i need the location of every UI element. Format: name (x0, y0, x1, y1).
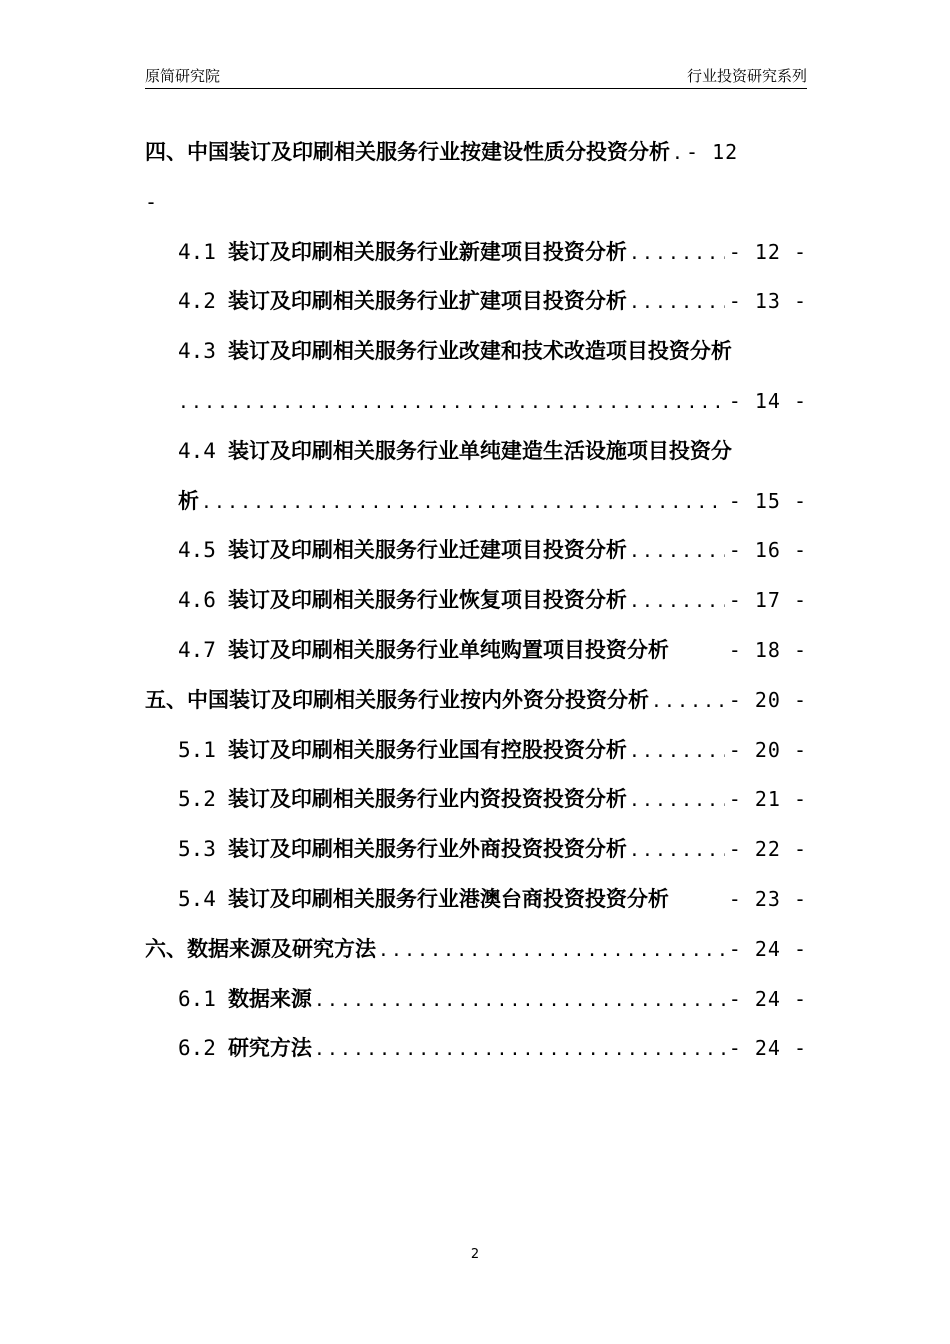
toc-entry-4-2[interactable] (145, 277, 807, 327)
table-of-contents (145, 128, 807, 1074)
toc-leader-dots (629, 278, 725, 328)
toc-entry-4-3-wrap (145, 377, 807, 427)
toc-entry-number: 4.3 (178, 339, 216, 364)
toc-entry-4-1[interactable] (145, 228, 807, 278)
toc-entry-4[interactable] (145, 128, 807, 178)
toc-entry-number: 4.5 (178, 538, 216, 563)
toc-entry-title: 装订及印刷相关服务行业单纯建造生活设施项目投资分 (227, 438, 732, 463)
toc-entry-title: 装订及印刷相关服务行业迁建项目投资分析 (227, 538, 627, 563)
toc-entry-title: 装订及印刷相关服务行业新建项目投资分析 (227, 239, 627, 264)
toc-leader-dots (629, 826, 725, 876)
toc-leader-dots (629, 776, 725, 826)
toc-entry-page: - 24 - (728, 986, 807, 1011)
toc-leader-dots (178, 378, 725, 428)
toc-entry-number: 5.1 (178, 737, 216, 762)
toc-entry-page: - 14 - (728, 388, 807, 413)
toc-entry-4-6[interactable] (145, 576, 807, 626)
toc-entry-5-2[interactable] (145, 775, 807, 825)
toc-entry-6-1[interactable] (145, 975, 807, 1025)
toc-entry-title: 装订及印刷相关服务行业外商投资投资分析 (227, 837, 627, 862)
toc-entry-4-5[interactable] (145, 526, 807, 576)
toc-entry-title: 四、中国装订及印刷相关服务行业按建设性质分投资分析 (145, 140, 670, 164)
toc-entry-page: - 16 - (728, 538, 807, 563)
toc-entry-4-wrap (145, 178, 807, 228)
toc-entry-number: 4.4 (178, 438, 216, 463)
toc-leader-dots (629, 727, 725, 777)
toc-entry-page: - 24 - (728, 1036, 807, 1061)
page-number: 2 (470, 1247, 480, 1262)
toc-leader-dots (629, 577, 725, 627)
toc-entry-6[interactable] (145, 925, 807, 975)
header-org-name: 原简研究院 (145, 67, 221, 85)
toc-entry-5[interactable] (145, 676, 807, 726)
toc-entry-number: 4.7 (178, 637, 216, 662)
toc-leader-dots (629, 229, 725, 279)
toc-leader-dots (651, 677, 725, 727)
toc-entry-title: 数据来源 (227, 986, 312, 1011)
toc-entry-title: 装订及印刷相关服务行业扩建项目投资分析 (227, 289, 627, 314)
toc-entry-number: 6.1 (178, 986, 216, 1011)
toc-entry-page: - 20 - (728, 737, 807, 762)
page-footer (0, 1247, 950, 1262)
toc-entry-title: 装订及印刷相关服务行业改建和技术改造项目投资分析 (227, 339, 732, 364)
header-series-title: 行业投资研究系列 (686, 67, 807, 85)
toc-entry-page: - 17 - (728, 588, 807, 613)
toc-entry-4-4[interactable] (145, 427, 807, 477)
toc-entry-5-3[interactable] (145, 825, 807, 875)
toc-entry-title: 五、中国装订及印刷相关服务行业按内外资分投资分析 (145, 687, 649, 712)
toc-entry-page: - 12 (686, 140, 739, 164)
toc-entry-4-3[interactable] (145, 327, 807, 377)
toc-entry-4-7[interactable] (145, 626, 807, 676)
toc-entry-number: 5.4 (178, 886, 216, 911)
toc-leader-dots (314, 976, 725, 1026)
toc-leader-dots (629, 527, 725, 577)
toc-entry-page-continuation: - (145, 189, 158, 214)
toc-entry-page: - 18 - (728, 637, 807, 662)
toc-entry-title: 装订及印刷相关服务行业国有控股投资分析 (227, 737, 627, 762)
toc-entry-page: - 21 - (728, 787, 807, 812)
toc-leader-dots (672, 129, 682, 179)
toc-entry-4-4-wrap (145, 477, 807, 527)
toc-entry-5-1[interactable] (145, 726, 807, 776)
toc-entry-title-continuation: 析 (178, 488, 199, 513)
toc-entry-6-2[interactable] (145, 1024, 807, 1074)
toc-entry-page: - 12 - (728, 239, 807, 264)
page-header (145, 66, 807, 89)
toc-entry-title: 研究方法 (227, 1036, 312, 1061)
toc-entry-number: 4.2 (178, 289, 216, 314)
toc-entry-number: 5.2 (178, 787, 216, 812)
toc-entry-page: - 22 - (728, 837, 807, 862)
toc-leader-dots (201, 478, 725, 528)
toc-entry-title: 六、数据来源及研究方法 (145, 936, 376, 961)
toc-entry-number: 4.6 (178, 588, 216, 613)
toc-entry-page: - 23 - (728, 886, 807, 911)
toc-entry-title: 装订及印刷相关服务行业港澳台商投资投资分析 (227, 886, 669, 911)
toc-entry-page: - 24 - (728, 936, 807, 961)
toc-entry-title: 装订及印刷相关服务行业恢复项目投资分析 (227, 588, 627, 613)
toc-leader-dots (378, 926, 725, 976)
toc-entry-number: 5.3 (178, 837, 216, 862)
toc-entry-page: - 15 - (728, 488, 807, 513)
toc-entry-5-4[interactable] (145, 875, 807, 925)
toc-entry-page: - 20 - (728, 687, 807, 712)
toc-entry-page: - 13 - (728, 289, 807, 314)
toc-leader-dots (314, 1025, 725, 1075)
toc-entry-title: 装订及印刷相关服务行业内资投资投资分析 (227, 787, 627, 812)
toc-entry-number: 6.2 (178, 1036, 216, 1061)
toc-entry-title: 装订及印刷相关服务行业单纯购置项目投资分析 (227, 637, 669, 662)
toc-entry-number: 4.1 (178, 239, 216, 264)
